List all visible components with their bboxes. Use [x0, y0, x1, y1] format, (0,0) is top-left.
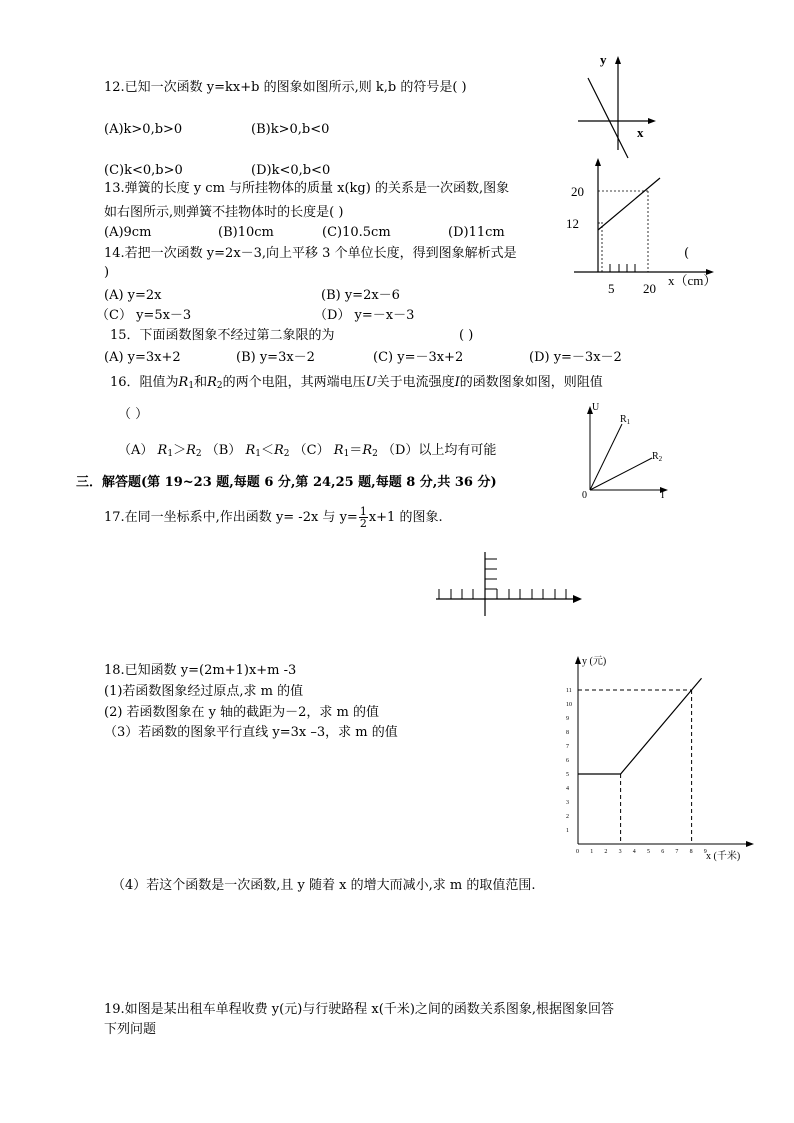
- q14-paren-close: ): [104, 265, 110, 280]
- q19-x-tick-3: 3: [618, 849, 622, 855]
- q12-option-b: (B)k>0,b<0: [251, 122, 330, 137]
- q18-part-4: （4）若这个函数是一次函数,且 y 随着 x 的增大而减小,求 m 的取值范围.: [112, 878, 536, 893]
- q16-r2-label: R: [652, 451, 659, 462]
- q14-paren-open: (: [684, 246, 690, 261]
- q15-paren: ( ): [459, 328, 474, 343]
- q13-stem-line2: 如右图所示,则弹簧不挂物体时的长度是( ): [104, 205, 344, 220]
- q13-option-d: (D)11cm: [448, 225, 505, 240]
- q13-option-b: (B)10cm: [218, 225, 274, 240]
- q19-x-tick-9: 9: [703, 849, 707, 855]
- q19-y-tick-9: 9: [566, 716, 569, 722]
- q13-y-tick-20: 20: [571, 184, 584, 199]
- q12-option-a: (A)k>0,b>0: [104, 122, 183, 137]
- q16-option-c: （C）: [293, 443, 330, 458]
- q13-x-tick-5: 5: [608, 281, 615, 296]
- q17-grid-figure: [430, 548, 590, 618]
- q16-r1-label: R: [620, 414, 627, 425]
- q19-x-tick-7: 7: [675, 849, 679, 855]
- q13-y-tick-12: 12: [566, 216, 579, 231]
- q19-y-tick-6: 6: [566, 758, 569, 764]
- q19-y-tick-10: 10: [566, 702, 572, 708]
- q19-stem-line1: 19.如图是某出租车单程收费 y(元)与行驶路程 x(千米)之间的函数关系图象,根据图象回答: [104, 1002, 615, 1017]
- q19-y-tick-8: 8: [566, 730, 569, 736]
- q12-option-c: (C)k<0,b>0: [104, 163, 183, 178]
- q19-y-tick-5: 5: [566, 772, 569, 778]
- q19-x-tick-4: 4: [632, 849, 636, 855]
- q19-x-axis-label: x (千米): [706, 851, 741, 862]
- q16-option-b: （B）: [205, 443, 242, 458]
- q15-stem: 15．下面函数图象不经过第二象限的为: [110, 328, 335, 343]
- q19-y-tick-3: 3: [566, 800, 569, 806]
- q13-figure: [560, 150, 725, 300]
- q16-stem: 16．阻值为$R_1$和$R_2$的两个电阻，其两端电压U关于电流强度I的函数图象如图，则阻值: [110, 375, 603, 391]
- q19-y-tick-4: 4: [566, 786, 569, 792]
- q13-x-tick-20: 20: [643, 281, 656, 296]
- q13-x-axis-label: x（cm）: [668, 273, 717, 288]
- q19-taxi-fare-chart: [548, 648, 768, 870]
- q16-origin: 0: [582, 490, 587, 501]
- q18-stem: 18.已知函数 y=(2m+1)x+m -3: [104, 663, 297, 678]
- q18-part-1: (1)若函数图象经过原点,求 m 的值: [104, 684, 304, 699]
- svg-text:R2: $R_2$: [652, 451, 663, 463]
- q19-x-tick-5: 5: [647, 849, 650, 855]
- q14-stem: 14.若把一次函数 y=2x－3,向上平移 3 个单位长度，得到图象解析式是: [104, 246, 517, 261]
- q19-x-tick-0: 0: [576, 849, 579, 855]
- q15-option-a: (A) y=3x+2: [104, 350, 181, 365]
- q12-x-label: x: [637, 125, 644, 140]
- q19-y-axis-label: y (元): [582, 656, 607, 667]
- q19-y-tick-11: 11: [566, 688, 572, 694]
- q14-option-b: (B) y=2x－6: [321, 288, 400, 303]
- q19-x-tick-2: 2: [604, 849, 608, 855]
- q16-u-label: U: [592, 402, 600, 413]
- q19-x-tick-1: 1: [590, 849, 594, 855]
- q18-part-3: （3）若函数的图象平行直线 y=3x –3，求 m 的值: [104, 725, 398, 740]
- q13-option-c: (C)10.5cm: [322, 225, 391, 240]
- q18-part-2: (2) 若函数图象在 y 轴的截距为－2，求 m 的值: [104, 705, 380, 720]
- q16-figure: [578, 400, 678, 500]
- q15-option-b: (B) y=3x－2: [236, 350, 315, 365]
- q16-option-a: （A）: [118, 443, 154, 458]
- q19-stem-line2: 下列问题: [104, 1022, 157, 1037]
- q13-stem-line1: 13.弹簧的长度 y cm 与所挂物体的质量 x(kg) 的关系是一次函数,图象: [104, 181, 510, 196]
- q19-fare-line: [578, 678, 702, 774]
- q12-stem: 12.已知一次函数 y=kx+b 的图象如图所示,则 k,b 的符号是( ): [104, 80, 467, 95]
- q16-option-d: （D）: [381, 443, 419, 458]
- q16-i-label: I: [661, 490, 665, 501]
- q12-figure: [570, 50, 660, 160]
- q19-x-tick-8: 8: [689, 849, 693, 855]
- q15-option-c: (C) y=－3x+2: [373, 350, 464, 365]
- q19-y-tick-7: 7: [566, 744, 569, 750]
- q13-option-a: (A)9cm: [104, 225, 152, 240]
- q15-option-d: (D) y=－3x－2: [529, 350, 622, 365]
- svg-text:R1: $R_1$: [620, 414, 631, 426]
- q12-option-d: (D)k<0,b<0: [251, 163, 331, 178]
- q13-data-line: [598, 178, 660, 230]
- q14-option-a: (A) y=2x: [104, 288, 162, 303]
- q12-y-label: y: [600, 52, 607, 67]
- q16-paren: （ ）: [118, 407, 149, 422]
- q19-y-tick-1: 1: [566, 828, 569, 834]
- q19-y-tick-2: 2: [566, 814, 569, 820]
- q17-stem: 17.在同一坐标系中,作出函数 y= -2x 与 y= $\frac{1}{2}$ x+1 的图象.: [104, 505, 443, 530]
- q14-option-d: （D） y=－x－3: [314, 308, 415, 323]
- q16-options: （A） $R_1>R_2$ （B） $R_1<R_2$ （C） $R_1=R_2$ （D）以上均有可能: [118, 443, 497, 459]
- section3-title: 三．解答题(第 19~23 题,每题 6 分,第 24,25 题,每题 8 分,共 36 分): [76, 475, 497, 490]
- q19-x-tick-6: 6: [661, 849, 665, 855]
- q14-option-c: （C） y=5x－3: [96, 308, 192, 323]
